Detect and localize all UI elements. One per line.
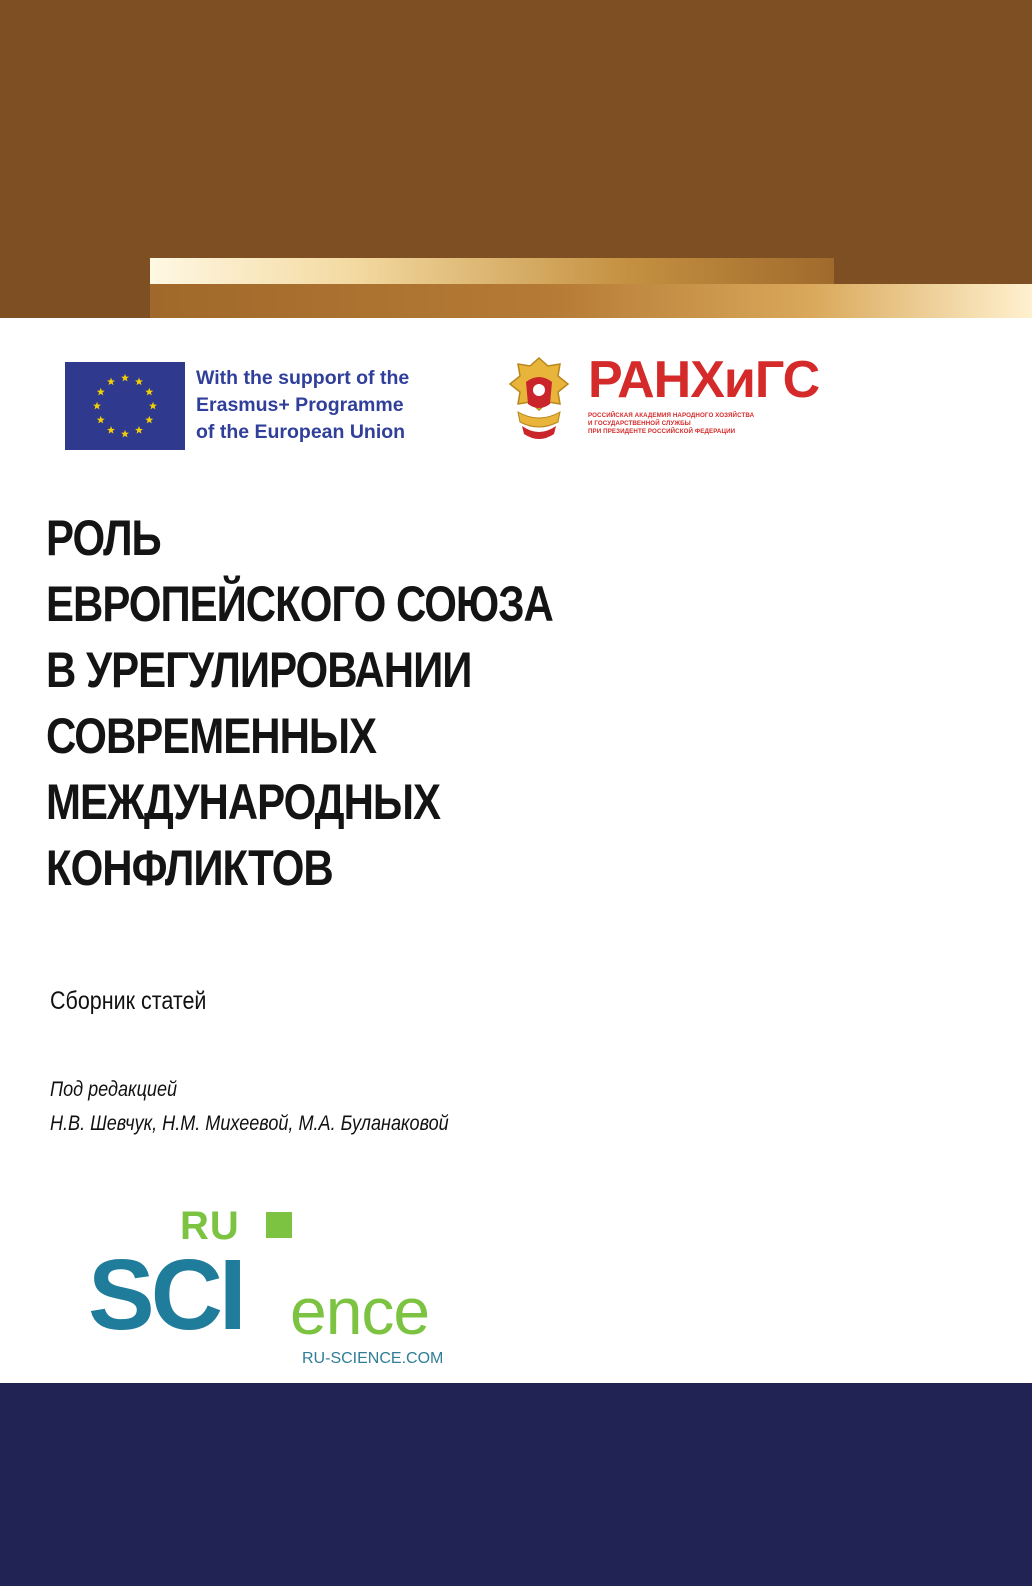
eu-star-icon: [121, 430, 129, 438]
eu-star-icon: [135, 426, 143, 434]
eu-stars-icon: [65, 362, 185, 450]
publisher-green-square-icon: [266, 1212, 292, 1238]
eu-star-icon: [97, 416, 105, 424]
editors-names: Н.В. Шевчук, Н.М. Михеевой, М.А. Буланаковой: [50, 1112, 449, 1135]
eu-star-icon: [149, 402, 157, 410]
editors-label: Под редакцией: [50, 1078, 178, 1101]
eu-support-text: [196, 365, 456, 446]
eu-flag-logo: [65, 362, 185, 450]
book-title-line-6: КОНФЛИКТОВ: [46, 840, 333, 896]
book-title: [46, 505, 651, 901]
eu-support-line-2: Erasmus+ Programme: [196, 394, 404, 416]
gradient-stripe-lower: [150, 284, 1032, 318]
gradient-stripe-upper: [150, 258, 834, 284]
book-title-line-5: МЕЖДУНАРОДНЫХ: [46, 774, 441, 830]
ranepa-subtitle-line-1: РОССИЙСКАЯ АКАДЕМИЯ НАРОДНОГО ХОЗЯЙСТВА: [588, 412, 755, 419]
eu-star-icon: [97, 388, 105, 396]
eu-star-icon: [135, 378, 143, 386]
eu-star-icon: [145, 416, 153, 424]
publisher-sci-text: SCI: [88, 1239, 243, 1351]
publisher-ence-text: ence: [290, 1274, 430, 1348]
ranepa-subtitle-line-2: И ГОСУДАРСТВЕННОЙ СЛУЖБЫ: [588, 420, 691, 427]
book-title-line-2: ЕВРОПЕЙСКОГО СОЮЗА: [46, 576, 553, 632]
publisher-ru-text: RU: [180, 1204, 240, 1248]
ranepa-subtitle: [588, 412, 802, 436]
eu-star-icon: [107, 426, 115, 434]
eu-support-line-1: With the support of the: [196, 367, 410, 389]
eu-star-icon: [107, 378, 115, 386]
book-title-line-1: РОЛЬ: [46, 510, 161, 566]
ranepa-emblem-icon: [504, 352, 574, 452]
eu-star-icon: [93, 402, 101, 410]
eu-support-line-3: of the European Union: [196, 421, 406, 443]
publisher-website: RU-SCIENCE.COM: [302, 1350, 444, 1367]
book-title-line-3: В УРЕГУЛИРОВАНИИ: [46, 642, 472, 698]
ranepa-name: РАНХиГС: [588, 351, 820, 409]
book-title-line-4: СОВРЕМЕННЫХ: [46, 708, 377, 764]
bottom-navy-band: [0, 1383, 1032, 1586]
eu-star-icon: [145, 388, 153, 396]
book-subtitle: Сборник статей: [50, 987, 207, 1015]
eu-star-icon: [121, 374, 129, 382]
ranepa-subtitle-line-3: ПРИ ПРЕЗИДЕНТЕ РОССИЙСКОЙ ФЕДЕРАЦИИ: [588, 428, 736, 435]
